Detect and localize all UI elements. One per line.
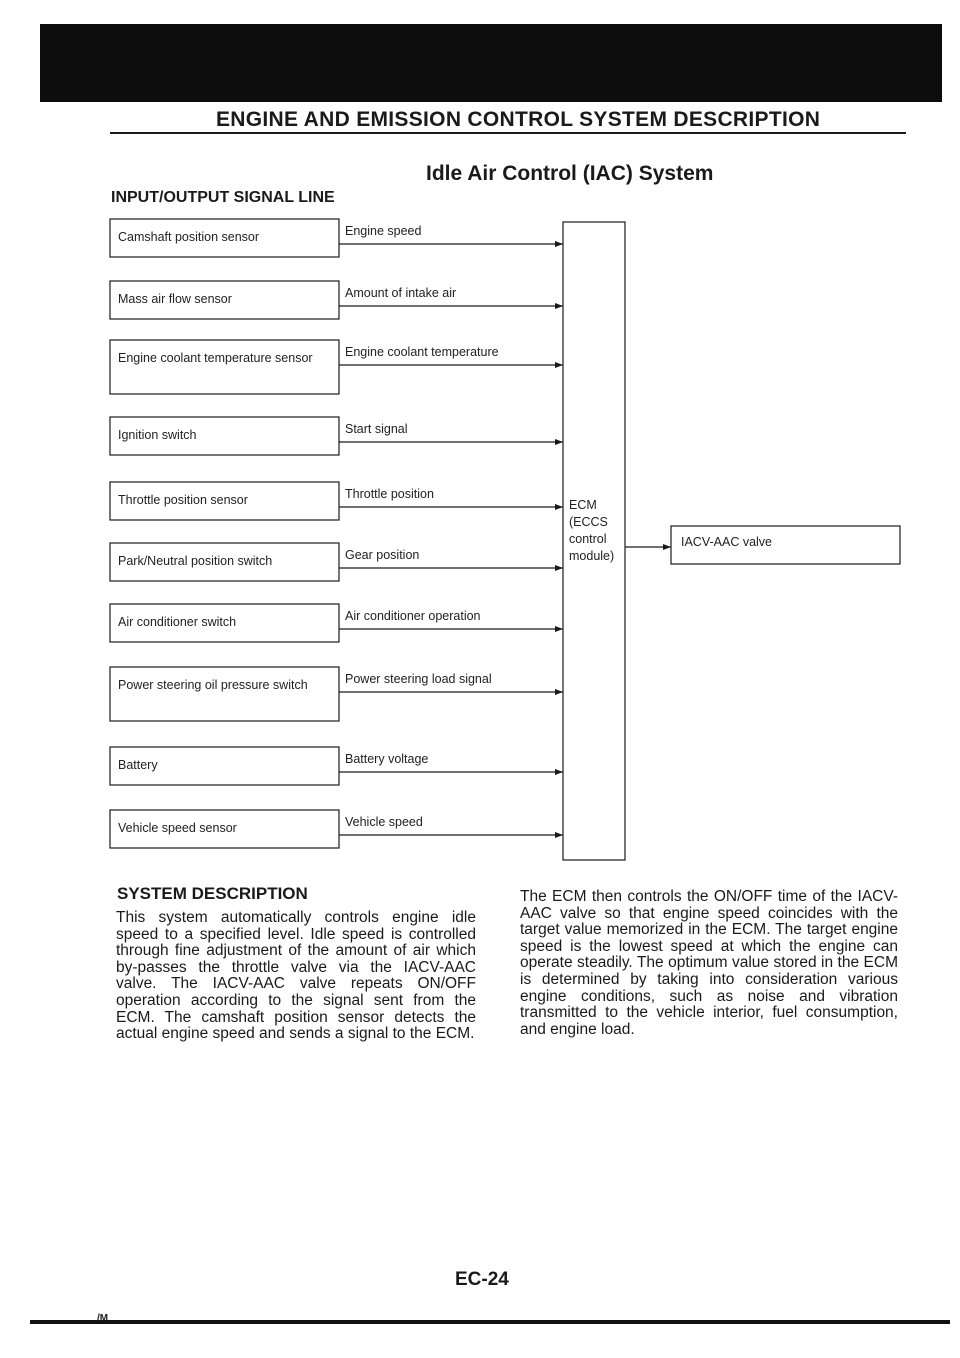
sensor-label-battery: Battery: [118, 758, 158, 772]
iacv-aac-valve-label: IACV-AAC valve: [681, 535, 773, 549]
bottom-rule: [30, 1320, 950, 1324]
sensor-label-throttle-position-sensor: Throttle position sensor: [118, 493, 248, 507]
sensor-box-power-steering-oil-pressure-switch: [110, 667, 339, 721]
signal-label-gear-position: Gear position: [345, 548, 420, 562]
page-number: EC-24: [455, 1269, 509, 1290]
signal-label-vehicle-speed: Vehicle speed: [345, 815, 423, 829]
sensor-label-mass-air-flow-sensor: Mass air flow sensor: [118, 292, 232, 306]
sensor-label-ignition-switch: Ignition switch: [118, 428, 197, 442]
section-title: Idle Air Control (IAC) System: [426, 162, 714, 185]
signal-label-engine-speed: Engine speed: [345, 224, 422, 238]
signal-label-amount-of-intake-air: Amount of intake air: [345, 286, 457, 300]
sensor-label-air-conditioner-switch: Air conditioner switch: [118, 615, 237, 629]
header-rule: [110, 132, 906, 134]
system-description-heading: SYSTEM DESCRIPTION: [117, 884, 308, 903]
description-paragraph-right: The ECM then controls the ON/OFF time of the IACV-AAC valve so that engine speed coincides with the target value memorized in the ECM. The target engine speed is the lowest speed at which the engine can operate steadily. The optimum value stored in the ECM is determined by taking into consideration various engine conditions, such as noise and vibration transmitted to the vehicle interior, fuel consumption, and engine load.: [520, 888, 898, 1038]
signal-label-start-signal: Start signal: [345, 422, 408, 436]
signal-label-engine-coolant-temperature: Engine coolant temperature: [345, 345, 499, 359]
top-banner: [40, 24, 942, 102]
bottom-mark: /M: [97, 1313, 109, 1324]
sensor-box-engine-coolant-temperature-sensor: [110, 340, 339, 394]
sensor-label-vehicle-speed-sensor: Vehicle speed sensor: [118, 821, 237, 835]
signal-label-power-steering-load-signal: Power steering load signal: [345, 672, 492, 686]
signal-label-throttle-position: Throttle position: [345, 487, 434, 501]
sensor-label-camshaft-position-sensor: Camshaft position sensor: [118, 230, 260, 244]
sensor-label-power-steering-oil-pressure-switch: Power steering oil pressure switch: [118, 678, 308, 692]
sensor-label-engine-coolant-temperature-sensor: Engine coolant temperature sensor: [118, 351, 313, 365]
signal-label-air-conditioner-operation: Air conditioner operation: [345, 609, 481, 623]
signal-label-battery-voltage: Battery voltage: [345, 752, 429, 766]
page-header: ENGINE AND EMISSION CONTROL SYSTEM DESCRIPTION: [216, 108, 821, 131]
sensor-label-park-neutral-position-switch: Park/Neutral position switch: [118, 554, 273, 568]
description-paragraph-left: This system automatically controls engine idle speed to a specified level. Idle speed is controlled through fine adjustment of the amount of air which by-passes the throttle valve via the IACV-AAC valve. The IACV-AAC valve repeats ON/OFF operation according to the signal sent from the ECM. The camshaft position sensor detects the actual engine speed and sends a signal to the ECM.: [116, 909, 476, 1043]
ecm-label: ECM (ECCS control module): [569, 498, 615, 563]
io-signal-line-label: INPUT/OUTPUT SIGNAL LINE: [111, 189, 335, 206]
